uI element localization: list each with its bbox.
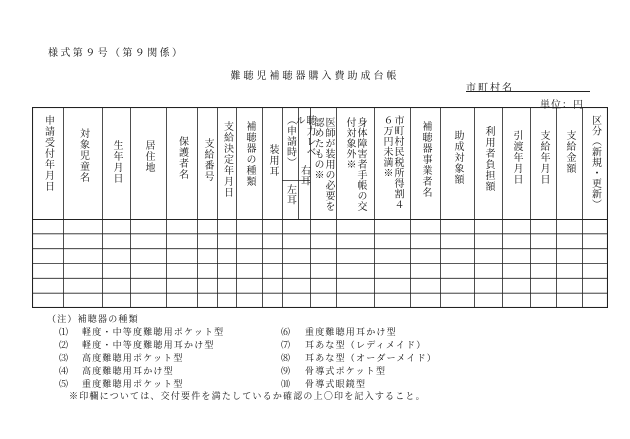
header-right-ear: 右耳 xyxy=(298,165,310,186)
header-decision-date: 支給決定年月日 xyxy=(221,121,233,198)
note-number: ⑴ xyxy=(59,328,70,338)
header-at-application: （申請時） xyxy=(284,115,296,168)
note-number: ⑶ xyxy=(59,354,70,364)
note-text: 高度難聴用ポケット型 xyxy=(82,354,184,364)
header-hearing-level: 聴力レベル xyxy=(293,115,315,157)
form-title: 難聴児補聴器購入費助成台帳 xyxy=(230,71,400,82)
note-number: ⑹ xyxy=(281,328,292,338)
header-category: 区分（新規・更新） xyxy=(589,115,601,210)
header-disability-certificate: 身体障害者手帳の交付対象外※ xyxy=(344,117,366,212)
note-text: 耳あな型（オーダーメイド） xyxy=(305,354,437,364)
note-number: ⑷ xyxy=(59,367,70,377)
header-payment-date: 支給年月日 xyxy=(538,130,549,185)
header-birth-date: 生年月日 xyxy=(111,140,122,184)
note-number: ⑼ xyxy=(281,367,292,377)
note-text: 骨導式ポケット型 xyxy=(305,367,387,377)
header-user-burden: 利用者負担額 xyxy=(483,126,494,192)
note-text: 骨導式眼鏡型 xyxy=(305,380,367,390)
header-left-ear: 左耳 xyxy=(284,184,296,205)
note-text: 耳あな型（レディメイド） xyxy=(305,341,427,351)
note-number: ⑵ xyxy=(59,341,70,351)
header-income-tax: 市町村民税所得割４６万円未満※ xyxy=(381,115,403,210)
municipality-underline xyxy=(466,91,590,92)
notes-heading: （注）補聴器の種類 xyxy=(47,315,139,325)
note-number: ⑸ xyxy=(59,380,70,390)
note-text: 軽度・中等度難聴用ポケット型 xyxy=(82,328,225,338)
header-child-name: 対象児童名 xyxy=(77,128,89,183)
note-number: ⑽ xyxy=(281,380,292,390)
note-text: 高度難聴用耳かけ型 xyxy=(82,367,174,377)
note-text: 軽度・中等度難聴用耳かけ型 xyxy=(82,341,215,351)
note-text: 重度難聴用耳かけ型 xyxy=(305,328,397,338)
header-delivery-date: 引渡年月日 xyxy=(511,130,522,185)
municipality-label: 市町村名 xyxy=(466,83,514,94)
unit-label: 単位：円 xyxy=(540,100,584,111)
notes-footer: ※印欄については、交付要件を満たしているか確認の上〇印を記入すること。 xyxy=(69,392,426,402)
header-hearing-aid-type: 補聴器の種類 xyxy=(244,121,255,187)
header-fitted-ear: 装用耳 xyxy=(267,144,278,177)
header-application-date: 申請受付年月日 xyxy=(42,115,54,192)
note-number: ⑻ xyxy=(281,354,292,364)
header-payment-number: 支給番号 xyxy=(202,138,213,182)
note-number: ⑺ xyxy=(281,341,292,351)
header-payment-amount: 支給金額 xyxy=(564,130,575,174)
header-residence: 居住地 xyxy=(143,140,154,173)
ledger-table xyxy=(32,107,608,308)
header-vendor-name: 補聴器事業者名 xyxy=(420,121,431,198)
header-doctor-approval: 医師が装用の必要を認めたもの※ xyxy=(312,117,334,212)
header-subsidy-amount: 助成対象額 xyxy=(452,130,463,185)
form-code: 様式第９号（第９関係） xyxy=(48,48,185,59)
note-text: 重度難聴用ポケット型 xyxy=(82,380,184,390)
header-guardian-name: 保護者名 xyxy=(176,136,188,180)
